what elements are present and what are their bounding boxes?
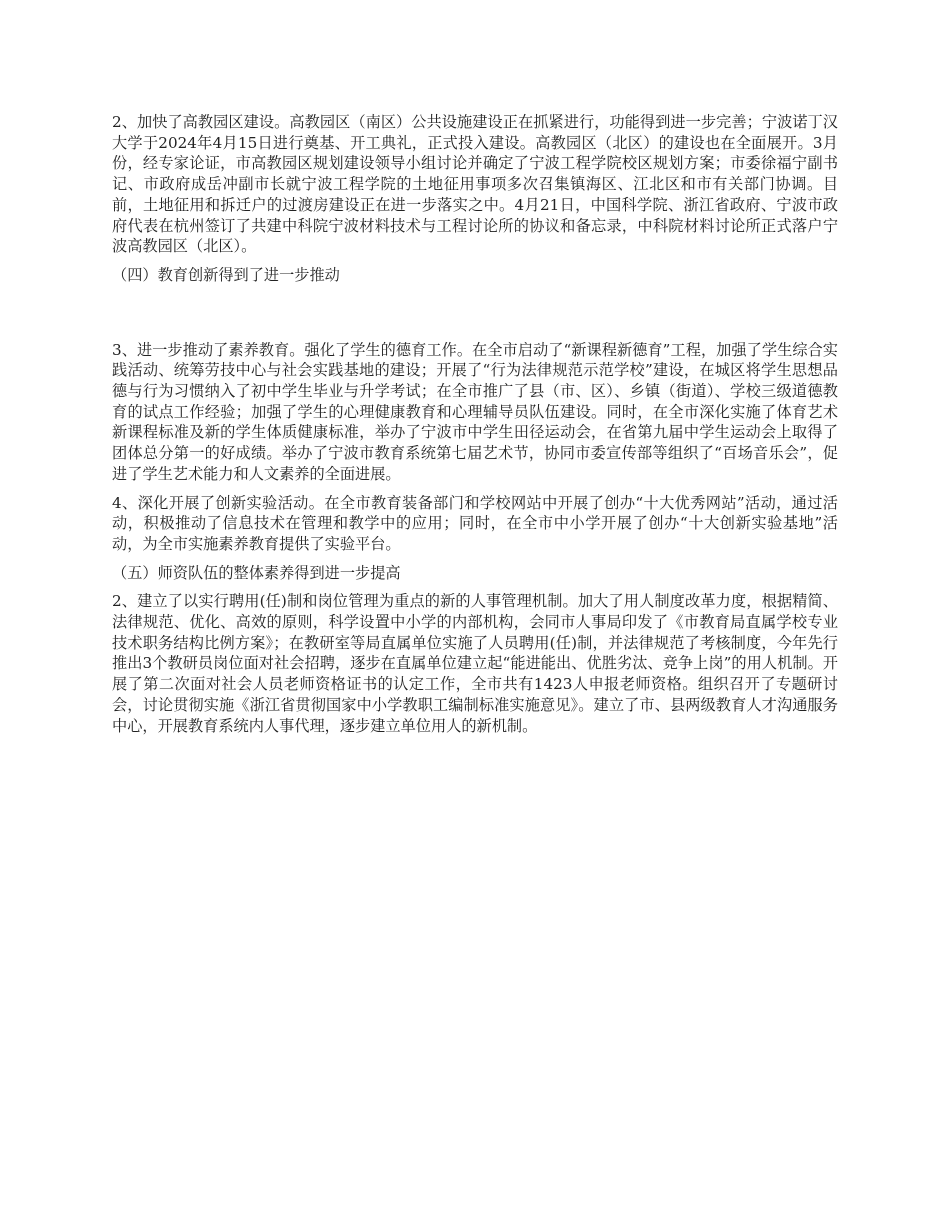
paragraph-innovation-experiments: 4、深化开展了创新实验活动。在全市教育装备部门和学校网站中开展了创办“十大优秀网站”活动，通过活动，积极推动了信息技术在管理和教学中的应用；同时，在全市中小学开展了创办“十大创新实验基地”活动，为全市实施素养教育提供了实验平台。 [112, 493, 838, 553]
document-body [112, 112, 838, 744]
paragraph-higher-education-park: 2、加快了高教园区建设。高教园区（南区）公共设施建设正在抓紧进行，功能得到进一步完善；宁波诺丁汉大学于2024年4月15日进行奠基、开工典礼，正式投入建设。高教园区（北区）的建设也在全面展开。3月份，经专家论证，市高教园区规划建设领导小组讨论并确定了宁波工程学院校区规划方案；市委徐福宁副书记、市政府成岳冲副市长就宁波工程学院的土地征用事项多次召集镇海区、江北区和市有关部门协调。目前，土地征用和拆迁户的过渡房建设正在进一步落实之中。4月21日，中国科学院、浙江省政府、宁波市政府代表在杭州签订了共建中科院宁波材料技术与工程讨论所的协议和备忘录，中科院材料讨论所正式落户宁波高教园区（北区）。 [112, 113, 838, 256]
spacer [112, 286, 838, 340]
paragraph-personnel-management: 2、建立了以实行聘用(任)制和岗位管理为重点的新的人事管理机制。加大了用人制度改革力度，根据精简、法律规范、优化、高效的原则，科学设置中小学的内部机构，会同市人事局印发了《市教育局直属学校专业技术职务结构比例方案》；在教研室等局直属单位实施了人员聘用(任)制，并法律规范了考核制度，今年先行推出3个教研员岗位面对社会招聘，逐步在直属单位建立起“能进能出、优胜劣汰、竞争上岗”的用人机制。开展了第二次面对社会人员老师资格证书的认定工作，全市共有1423人申报老师资格。组织召开了专题研讨会，讨论贯彻实施《浙江省贯彻国家中小学教职工编制标准实施意见》。建立了市、县两级教育人才沟通服务中心，开展教育系统内人事代理，逐步建立单位用人的新机制。 [112, 592, 838, 735]
paragraph-quality-education: 3、进一步推动了素养教育。强化了学生的德育工作。在全市启动了“新课程新德育”工程，加强了学生综合实践活动、统筹劳技中心与社会实践基地的建设；开展了“行为法律规范示范学校”建设，在城区将学生思想品德与行为习惯纳入了初中学生毕业与升学考试；在全市推广了县（市、区）、乡镇（街道）、学校三级道德教育的试点工作经验；加强了学生的心理健康教育和心理辅导员队伍建设。同时，在全市深化实施了体育艺术新课程标准及新的学生体质健康标准，举办了宁波市中学生田径运动会，在省第九届中学生运动会上取得了团体总分第一的好成绩。举办了宁波市教育系统第七届艺术节，协同市委宣传部等组织了“百场音乐会”，促进了学生艺术能力和人文素养的全面进展。 [112, 340, 838, 483]
section-heading-teacher-quality: （五）师资队伍的整体素养得到进一步提高 [112, 563, 401, 582]
section-heading-education-innovation: （四）教育创新得到了进一步推动 [112, 265, 340, 284]
